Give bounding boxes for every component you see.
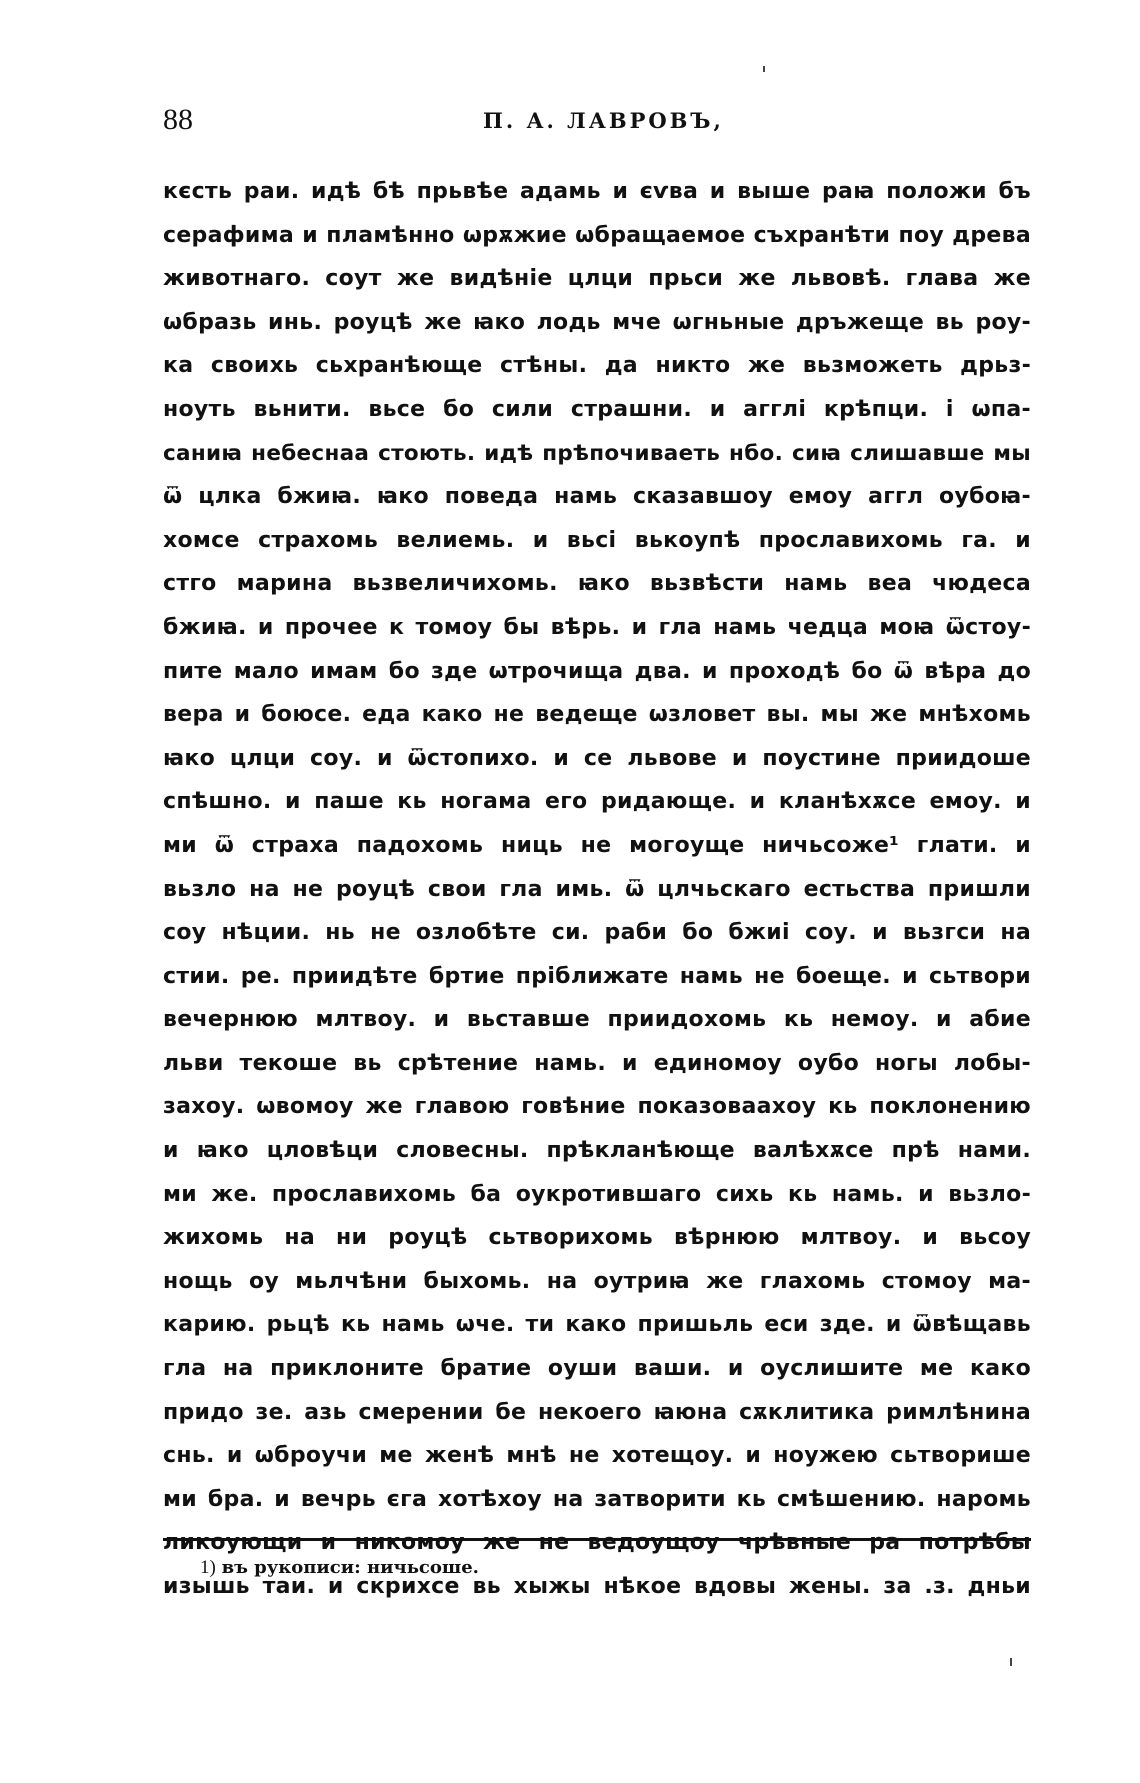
- text-line: спѣшно. и паше кь ногама его ридающе. и кланѣхѫсе емоу. и: [163, 789, 1031, 815]
- text-line: ми бра. и вечрь єга хотѣхоу на затворити кь смѣшению. наромь: [163, 1486, 1031, 1512]
- main-text: [163, 170, 1031, 1609]
- text-line: ѿ цлка бжиꙗ. ꙗко поведа намь сказавшоу емоу аггл оубоꙗ-: [163, 484, 1031, 510]
- text-line: ноуть вьнити. вьсе бо сили страшни. и агглі крѣпци. і ѡпа-: [163, 396, 1031, 422]
- text-line: льви текоше вь срѣтение намь. и единомоу оубо ногы лобы-: [163, 1050, 1031, 1076]
- text-line: нощь оу мьлчѣни быхомь. на оутриꙗ же глахомь стомоу ма-: [163, 1268, 1031, 1294]
- text-line: хомсе страхомь велиемь. и вьсі вькоупѣ прославихомь га. и: [163, 527, 1031, 553]
- footnote: [200, 1555, 479, 1581]
- text-line: саниꙗ небеснаа стоють. идѣ прѣпочиваеть нбо. сиꙗ слишавше мы: [163, 440, 1031, 466]
- text-line: вечернюю млтвоу. и вьставше приидохомь кь немоу. и абие: [163, 1007, 1031, 1033]
- text-line: и ꙗко цловѣци словесны. прѣкланѣюще валѣхѫсе прѣ нами.: [163, 1138, 1031, 1164]
- text-line: ѡбразь инь. роуцѣ же ꙗко лодь мче ѡгньные дръжеще вь роу-: [163, 309, 1031, 335]
- scan-speck: [1010, 1658, 1012, 1666]
- text-line: снь. и ѡброучи ме женѣ мнѣ не хотещоу. и ноужею сьтворише: [163, 1443, 1031, 1469]
- text-line: ми же. прославихомь ба оукротившаго сихь кь намь. и вьзло-: [163, 1181, 1031, 1207]
- text-line: кєсть раи. идѣ бѣ прьвѣе адамь и єѵва и выше раꙗ положи бъ: [163, 179, 1031, 204]
- text-line: бжиꙗ. и прочее к томоу бы вѣрь. и гла намь чедца моꙗ ѿстоу-: [163, 614, 1031, 640]
- text-line: захоу. ѡвомоу же главою говѣние показоваахоу кь поклонению: [163, 1094, 1031, 1120]
- text-line: изышь таи. и скрихсе вь хыжы нѣкое вдовы жены. за .з. дньи: [163, 1574, 1031, 1599]
- text-line: пите мало имам бо зде ѡтрочища два. и проходѣ бо ѿ вѣра до: [163, 658, 1031, 684]
- text-line: вера и боюсе. еда како не ведеще ѡзловет вы. мы же мнѣхомь: [163, 702, 1031, 728]
- text-line: ка своихь сьхранѣюще стѣны. да никто же вьзможеть дрьз-: [163, 353, 1031, 379]
- text-line: гла на приклоните братие оуши ваши. и оуслишите ме како: [163, 1356, 1031, 1382]
- running-title: П. А. ЛАВРОВЪ,: [483, 108, 724, 133]
- text-line: животнаго. соут же видѣніе цлци прьси же львовѣ. глава же: [163, 266, 1031, 292]
- text-line: карию. рьцѣ кь намь ѡче. ти како пришьль еси зде. и ѿвѣщавь: [163, 1312, 1031, 1338]
- running-head: [163, 102, 1025, 142]
- text-line: соу нѣции. нь не озлобѣте си. раби бо бжиі соу. и вьзгси на: [163, 920, 1031, 946]
- footnote-text: въ рукописи: ничьсоше.: [221, 1557, 479, 1578]
- footnote-number: 1): [200, 1557, 216, 1578]
- text-line: ликоующи и никомоу же не ведоущоу чрѣвные ра потрѣбы: [163, 1530, 1031, 1556]
- text-line: стии. ре. приидѣте бртие пріближате намь не боеще. и сьтвори: [163, 963, 1031, 989]
- text-line: ми ѿ страха падохомь ниць не могоуще ничьсоже¹ глати. и: [163, 832, 1031, 858]
- text-line: серафима и пламѣнно ѡрѫжие ѡбращаемое съхранѣти поу древа: [163, 222, 1031, 248]
- footnote-divider: [163, 1538, 1031, 1541]
- text-line: вьзло на не роуцѣ свои гла имь. ѿ цлчьскаго естьства пришли: [163, 876, 1031, 902]
- text-line: жихомь на ни роуцѣ сьтворихомь вѣрнюю млтвоу. и вьсоу: [163, 1225, 1031, 1251]
- page-number: 88: [163, 103, 193, 136]
- scan-speck: [763, 66, 765, 72]
- text-line: ꙗко цлци соу. и ѿстопихо. и се львове и поустине приидоше: [163, 745, 1031, 771]
- text-line: стго марина вьзвеличихомь. ꙗко вьзвѣсти намь веа чюдеса: [163, 571, 1031, 597]
- text-line: придо зе. азь смерении бе некоего ꙗюна сѫклитика римлѣнина: [163, 1399, 1031, 1425]
